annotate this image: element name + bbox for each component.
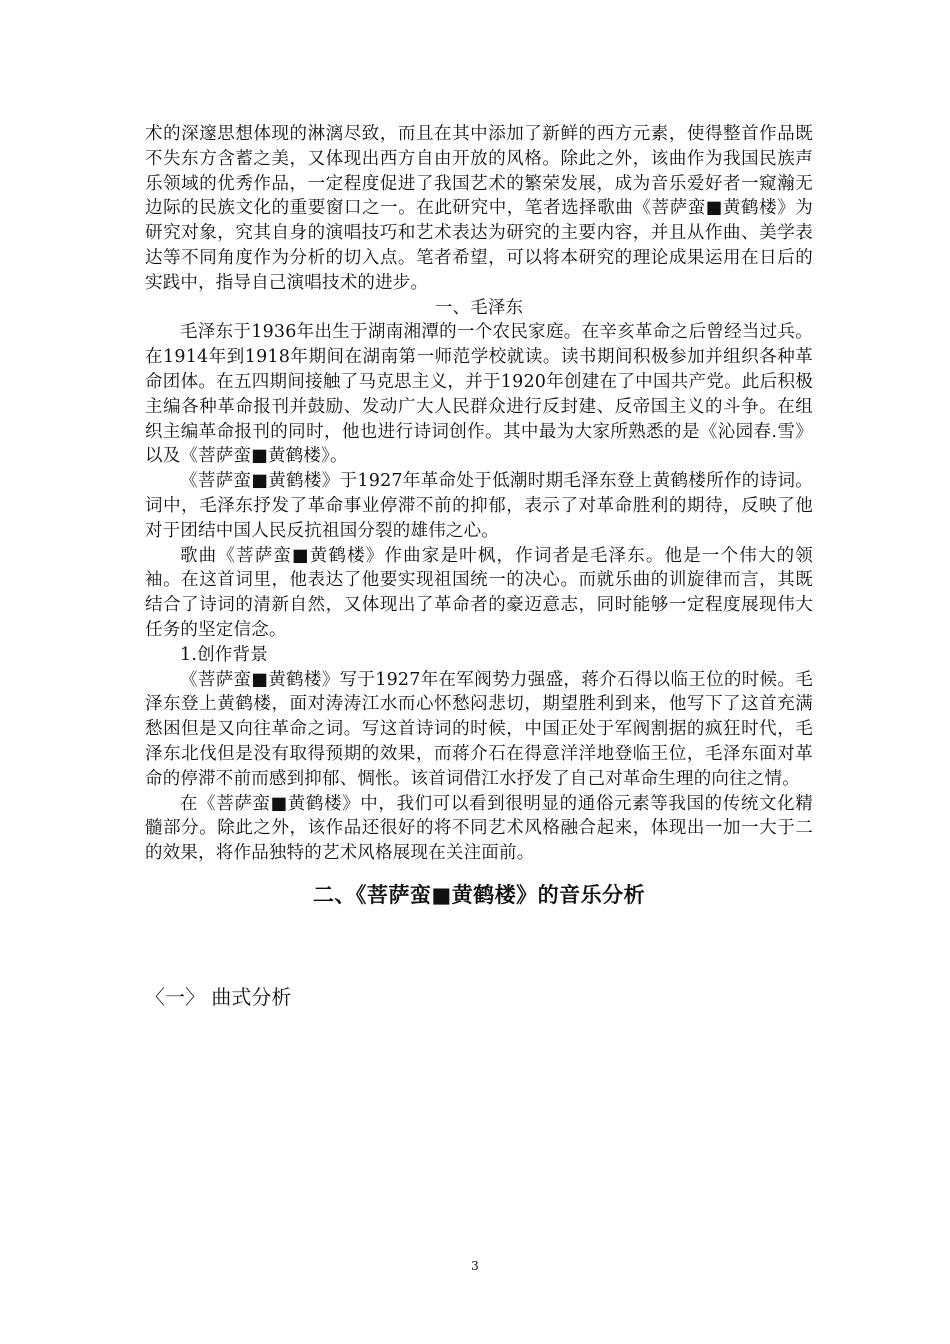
body-text: [145, 122, 813, 866]
intro-paragraph: 术的深邃思想体现的淋漓尽致，而且在其中添加了新鲜的西方元素，使得整首作品既不失东方含蓄之美，又体现出西方自由开放的风格。除此之外，该曲作为我国民族声乐领域的优秀作品，一定程度促进了我国艺术的繁荣发展，成为音乐爱好者一窥瀚无边际的民族文化的重要窗口之一。在此研究中，笔者选择歌曲《菩萨蛮■黄鹤楼》为研究对象，究其自身的演唱技巧和艺术表达为研究的主要内容，并且从作曲、美学表达等不同角度作为分析的切入点。笔者希望，可以将本研究的理论成果运用在日后的实践中，指导自己演唱技术的进步。: [145, 124, 813, 293]
paragraph-poem-background: 《菩萨蛮■黄鹤楼》于1927年革命处于低潮时期毛泽东登上黄鹤楼所作的诗词。词中，毛泽东抒发了革命事业停滞不前的抑郁，表示了对革命胜利的期待，反映了他对于团结中国人民反抗祖国分裂的雄伟之心。: [145, 471, 813, 541]
paragraph-biography: 毛泽东于1936年出生于湖南湘潭的一个农民家庭。在辛亥革命之后曾经当过兵。在1914年到1918年期间在湖南第一师范学校就读。读书期间积极参加并组织各种革命团体。在五四期间接触了马克思主义，并于1920年创建在了中国共产党。此后积极主编各种革命报刊并鼓励、发动广大人民群众进行反封建、反帝国主义的斗争。在组织主编革命报刊的同时，他也进行诗词创作。其中最为大家所熟悉的是《沁园春.雪》以及《菩萨蛮■黄鹤楼》。: [145, 322, 813, 467]
chapter-title-music-analysis: 二、《菩萨蛮■黄鹤楼》的音乐分析: [312, 883, 646, 907]
section-title-mao-zedong: 一、毛泽东: [434, 297, 524, 318]
paragraph-song-authors: 歌曲《菩萨蛮■黄鹤楼》作曲家是叶枫，作词者是毛泽东。他是一个伟大的领袖。在这首词里，他表达了他要实现祖国统一的决心。而就乐曲的训旋律而言，其既结合了诗词的清新自然，又体现出了革命者的豪迈意志，同时能够一定程度展现伟大任务的坚定信念。: [145, 545, 813, 640]
page-number: 3: [471, 1259, 479, 1273]
paragraph-creation-background: 《菩萨蛮■黄鹤楼》写于1927年在军阀势力强盛，蒋介石得以临王位的时候。毛泽东登上黄鹤楼，面对涛涛江水而心怀愁闷悲切，期望胜利到来，他写下了这首充满愁困但是又向往革命之词。写这首诗词的时候，中国正处于军阀割据的疯狂时代，毛泽东北伐但是没有取得预期的效果，而蒋介石在得意洋洋地登临王位，毛泽东面对革命的停滞不前而感到抑郁、惆怅。该首词借江水抒发了自己对革命生理的向往之情。: [145, 669, 813, 789]
subsection-title-creation-background: 1.创作背景: [180, 644, 268, 665]
paragraph-traditional-elements: 在《菩萨蛮■黄鹤楼》中，我们可以看到很明显的通俗元素等我国的传统文化精髓部分。除此之外，该作品还很好的将不同艺术风格融合起来，体现出一加一大于二的效果，将作品独特的艺术风格展现在关注面前。: [145, 793, 813, 864]
subchapter-title-form-analysis: 〈一〉 曲式分析: [145, 985, 292, 1009]
